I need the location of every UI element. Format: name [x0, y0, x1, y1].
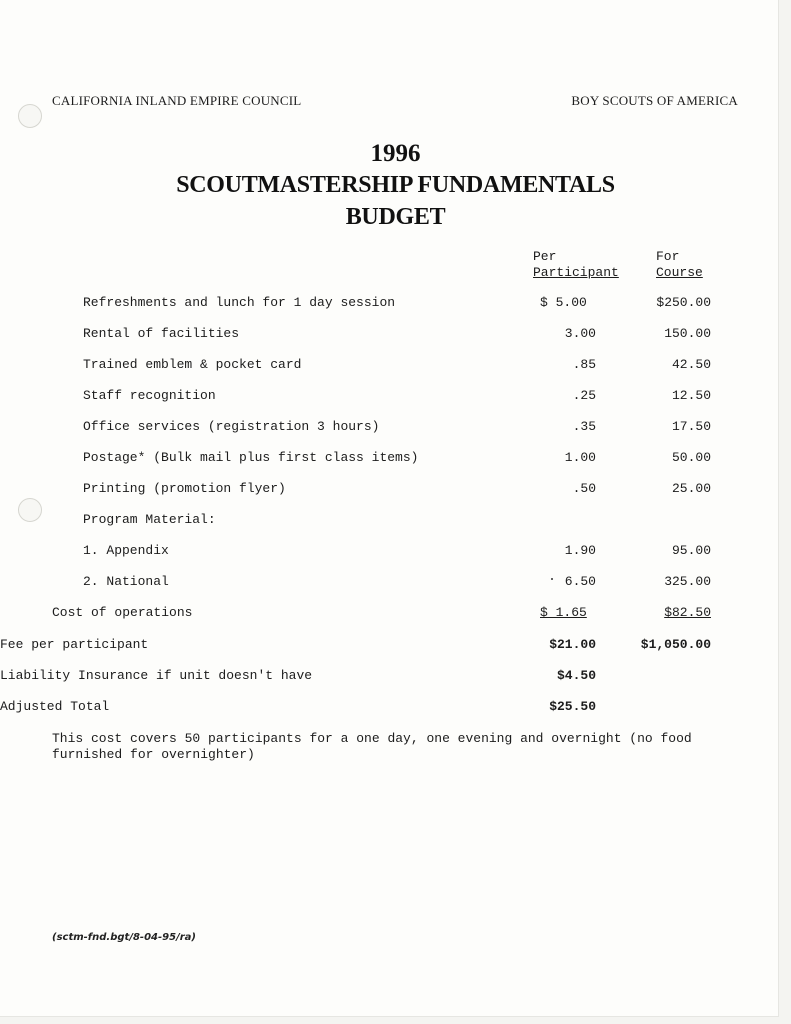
total-row-fee — [0, 637, 791, 655]
row-for-course: $82.50 — [664, 605, 711, 620]
row-label: Office services (registration 3 hours) — [83, 419, 380, 434]
file-reference: (sctm-fnd.bgt/8-04-95/ra) — [52, 932, 196, 943]
budget-row — [0, 419, 791, 437]
row-label: Refreshments and lunch for 1 day session — [83, 295, 396, 310]
column-header-for-course — [656, 249, 703, 281]
total-row-liability — [0, 668, 791, 686]
budget-row — [0, 326, 791, 344]
row-per-participant: 6.50 — [564, 574, 596, 589]
row-for-course: 150.00 — [664, 326, 711, 341]
column-header-for-line2: Course — [656, 265, 703, 280]
total-row-adjusted — [0, 699, 791, 717]
row-per-participant: $ 1.65 — [540, 605, 587, 620]
row-for-course: 17.50 — [671, 419, 711, 434]
row-for-course: 95.00 — [671, 543, 711, 558]
row-label: Staff recognition — [83, 388, 216, 403]
row-label: Rental of facilities — [83, 326, 240, 341]
row-per-participant: .85 — [572, 357, 596, 372]
adjusted-label: Adjusted Total — [0, 699, 110, 714]
row-per-participant: 1.90 — [564, 543, 596, 558]
row-label: 1. Appendix — [83, 543, 169, 558]
row-per-participant: $ 5.00 — [540, 295, 587, 310]
title-line1: SCOUTMASTERSHIP FUNDAMENTALS — [176, 172, 615, 198]
row-label: Program Material: — [83, 512, 216, 527]
row-per-participant: .35 — [572, 419, 596, 434]
row-label: Printing (promotion flyer) — [83, 481, 286, 496]
punch-hole-top — [18, 104, 42, 128]
budget-row — [0, 574, 791, 592]
header-left: CALIFORNIA INLAND EMPIRE COUNCIL — [52, 93, 302, 108]
row-per-participant: .25 — [572, 388, 596, 403]
row-for-course: 25.00 — [671, 481, 711, 496]
title-year: 1996 — [370, 140, 421, 167]
row-label: Trained emblem & pocket card — [83, 357, 302, 372]
row-label: Cost of operations — [52, 605, 193, 620]
row-for-course: $250.00 — [656, 295, 711, 310]
budget-row-cost-of-operations — [0, 605, 791, 623]
row-for-course: 325.00 — [664, 574, 711, 589]
fee-per-participant: $21.00 — [549, 637, 596, 652]
budget-row — [0, 450, 791, 468]
scan-speck — [551, 578, 553, 580]
row-per-participant: 3.00 — [564, 326, 596, 341]
budget-row — [0, 388, 791, 406]
row-for-course: 42.50 — [671, 357, 711, 372]
row-label: Postage* (Bulk mail plus first class items) — [83, 450, 419, 465]
fee-label: Fee per participant — [0, 637, 149, 652]
column-header-for-line1: For — [656, 249, 680, 264]
row-per-participant: .50 — [572, 481, 596, 496]
coverage-note: This cost covers 50 participants for a one day, one evening and overnight (no food furnished for overnighter) — [52, 731, 692, 762]
fee-for-course: $1,050.00 — [640, 637, 711, 652]
budget-row-section — [0, 512, 791, 530]
adjusted-per-participant: $25.50 — [549, 699, 596, 714]
column-header-per-participant — [533, 249, 619, 281]
row-per-participant: 1.00 — [564, 450, 596, 465]
row-label: 2. National — [83, 574, 169, 589]
budget-row — [0, 543, 791, 561]
row-for-course: 50.00 — [671, 450, 711, 465]
column-header-per-line1: Per — [533, 249, 557, 264]
liability-label: Liability Insurance if unit doesn't have — [0, 668, 313, 683]
budget-row — [0, 481, 791, 499]
title-line2: BUDGET — [345, 204, 446, 230]
budget-row — [0, 357, 791, 375]
column-header-per-line2: Participant — [533, 265, 619, 280]
header-right: BOY SCOUTS OF AMERICA — [571, 93, 738, 108]
liability-per-participant: $4.50 — [556, 668, 596, 683]
budget-row — [0, 295, 791, 313]
row-for-course: 12.50 — [671, 388, 711, 403]
